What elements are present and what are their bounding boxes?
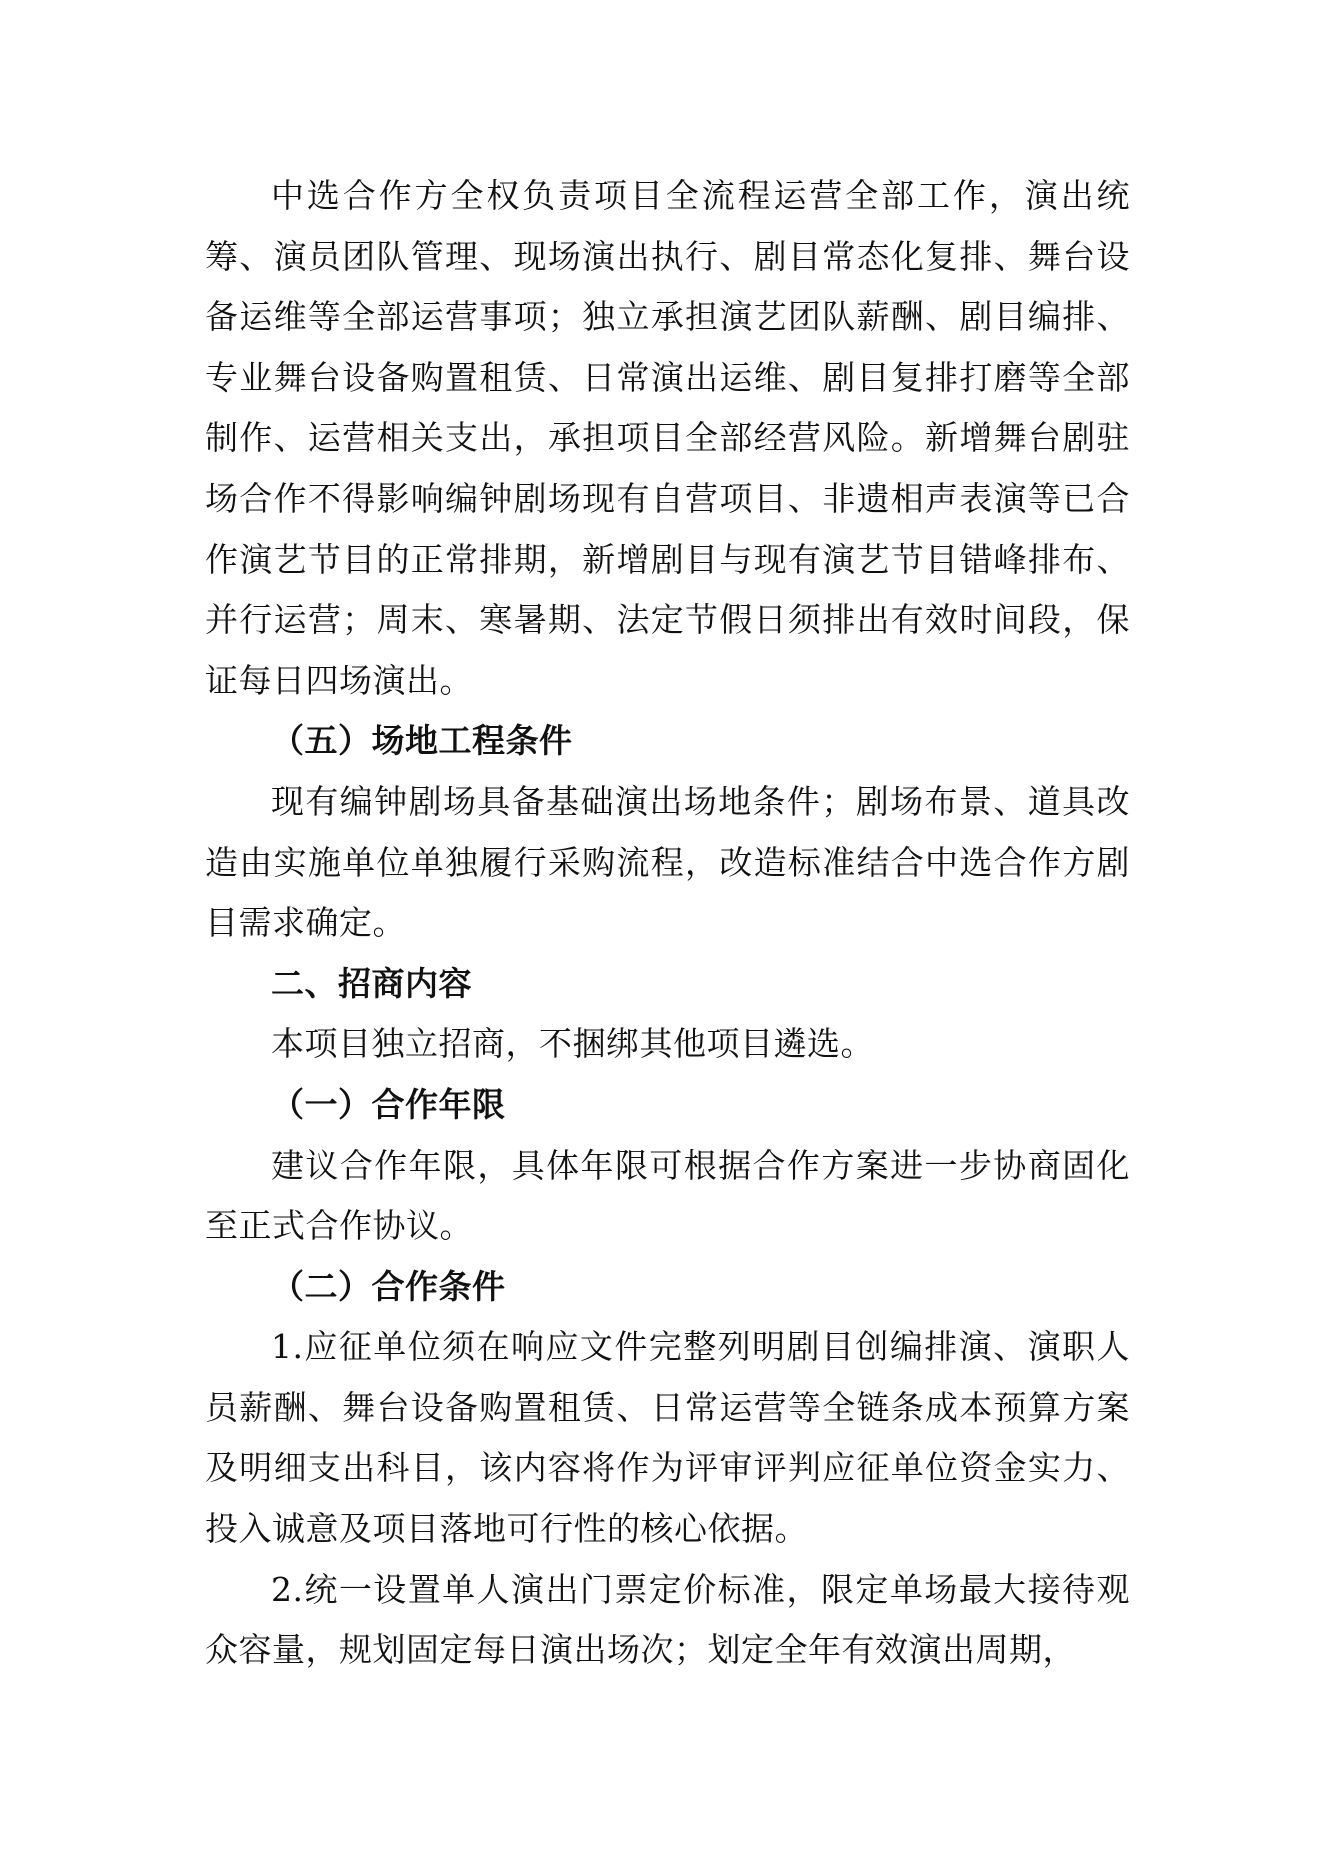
- paragraph-operations: 中选合作方全权负责项目全流程运营全部工作，演出统筹、演员团队管理、现场演出执行、剧目常态化复排、舞台设备运维等全部运营事项；独立承担演艺团队薪酬、剧目编排、专业舞台设备购置租赁、日常演出运维、剧目复排打磨等全部制作、运营相关支出，承担项目全部经营风险。新增舞台剧驻场合作不得影响编钟剧场现有自营项目、非遗相声表演等已合作演艺节目的正常排期，新增剧目与现有演艺节目错峰排布、并行运营；周末、寒暑期、法定节假日须排出有效时间段，保证每日四场演出。: [205, 176, 1130, 700]
- paragraph-term: 建议合作年限，具体年限可根据合作方案进一步协商固化至正式合作协议。: [205, 1145, 1130, 1246]
- document-body: [205, 166, 1130, 1681]
- paragraph-condition-2: 2.统一设置单人演出门票定价标准，限定单场最大接待观众容量，规划固定每日演出场次；划定全年有效演出周期，: [205, 1569, 1130, 1670]
- paragraph-independent: 本项目独立招商，不捆绑其他项目遴选。: [271, 1024, 874, 1064]
- subheading-term: （一）合作年限: [271, 1084, 506, 1124]
- section-heading-investment: 二、招商内容: [271, 963, 472, 1003]
- subheading-venue-conditions: （五）场地工程条件: [271, 721, 573, 761]
- paragraph-condition-1: 1.应征单位须在响应文件完整列明剧目创编排演、演职人员薪酬、舞台设备购置租赁、日常运营等全链条成本预算方案及明细支出科目，该内容将作为评审评判应征单位资金实力、投入诚意及项目落地可行性的核心依据。: [205, 1327, 1130, 1549]
- paragraph-venue: 现有编钟剧场具备基础演出场地条件；剧场布景、道具改造由实施单位单独履行采购流程，改造标准结合中选合作方剧目需求确定。: [205, 781, 1130, 943]
- subheading-conditions: （二）合作条件: [271, 1266, 506, 1306]
